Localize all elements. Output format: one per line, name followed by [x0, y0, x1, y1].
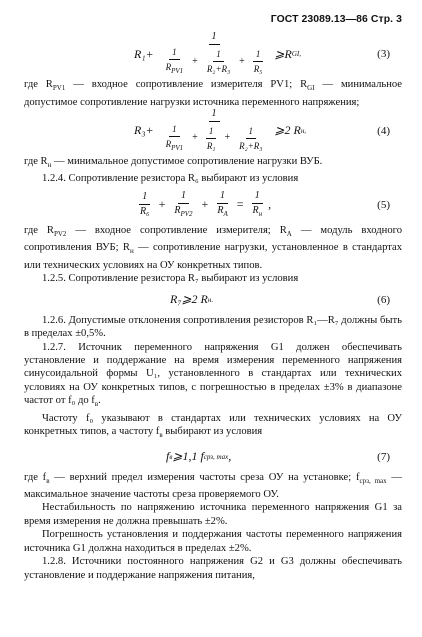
- page-content: [24, 32, 402, 582]
- formula-5: $\frac{1}{\text{R₆}}$ + $\frac{1}{R_{PV2}}$ + $\frac{1}{R_A}$ = $\frac{1}{R_н}$ , (5): [140, 189, 390, 218]
- paragraph-3: 1.2.4. Сопротивление резистора R₆ выбирают из условия: [42, 173, 299, 185]
- formula-3-number: (3): [377, 48, 390, 60]
- formula-7: f в ⩾1,1 f срз, max , (7): [166, 449, 390, 464]
- formula-3-fraction: 1 $\frac{1}{R_{PV1}}$ + $\frac{1}{\text{R₂+R₃}}$ + $\frac{1}{\text{R₅}}$: [165, 31, 263, 75]
- paragraph-9: где $f_в$ — верхний предел измерения частоты среза ОУ на установке; $f_{срз, max}$ — максимальное значение частоты среза проверяемого ОУ.: [24, 471, 402, 501]
- paragraph-1: где $R_{PV1}$ — входное сопротивление измерителя PV1; $R_{GI}$ — минимальное допустимое сопротивление нагрузки источника переменного напряжения;: [24, 79, 402, 108]
- paragraph-4: где $R_{PV2}$ — входное сопротивление измерителя; $R_A$ — модуль входного сопротивления ВУБ; $R_н$ — сопротивление нагрузки, установленное в стандартах или технических условиях на ОУ конкретных типов.: [24, 224, 403, 271]
- formula-4: R₃+ 1 $\frac{1}{R_{PV1}}$ + $\frac{1}{\text{R₁}}$ + $\frac{1}{\text{R₂+R₃}}$ ⩾2 R н, (4): [134, 108, 390, 152]
- paragraph-7: 1.2.7. Источник переменного напряжения G1 должен обеспечивать установление и поддержание на время измерения переменного напряжения синусоидальной формы U₁, установленного в стандартах или технических условиях на ОУ конкретных типов, с погрешностью в пределах ±3% в диапазоне частот от f₀ до $f_в$.: [24, 341, 402, 409]
- paragraph-11: Погрешность установления и поддержания частоты переменного напряжения источника G1 должна находиться в пределах ±2%.: [24, 529, 402, 554]
- paragraph-2: где $R_н$ — минимальное допустимое сопротивление нагрузки ВУБ.: [24, 155, 323, 170]
- formula-3: R₁+ 1 $\frac{1}{R_{PV1}}$ + $\frac{1}{\text{R₂+R₃}}$ + $\frac{1}{\text{R₅}}$ ⩾R GI, (3): [134, 31, 390, 75]
- page-header: ГОСТ 23089.13—86 Стр. 3: [270, 14, 402, 25]
- formula-6: R₇⩾2 R н. (6): [170, 292, 390, 307]
- paragraph-12: 1.2.8. Источники постоянного напряжения G2 и G3 должны обеспечивать установление и поддержание напряжения питания,: [24, 556, 402, 581]
- formula-7-number: (7): [377, 450, 390, 463]
- paragraph-8: Частоту f₀ указывают в стандартах или технических условиях на ОУ конкретных типов, а частоту $f_в$ выбирают из условия: [24, 412, 402, 440]
- paragraph-5: 1.2.5. Сопротивление резистора R₇ выбирают из условия: [42, 273, 299, 285]
- paragraph-6: 1.2.6. Допустимые отклонения сопротивления резисторов R₁—R₇ должны быть в пределах ±0,5%.: [24, 314, 402, 340]
- paragraph-10: Нестабильность по напряжению источника переменного напряжения G1 за время измерения не должна превышать ±2%.: [24, 502, 402, 527]
- formula-5-number: (5): [377, 198, 390, 211]
- formula-6-number: (6): [377, 293, 390, 306]
- formula-4-fraction: 1 $\frac{1}{R_{PV1}}$ + $\frac{1}{\text{R₁}}$ + $\frac{1}{\text{R₂+R₃}}$: [165, 108, 263, 152]
- formula-4-number: (4): [377, 124, 390, 137]
- formula-3-lhs: R₁+: [134, 46, 154, 61]
